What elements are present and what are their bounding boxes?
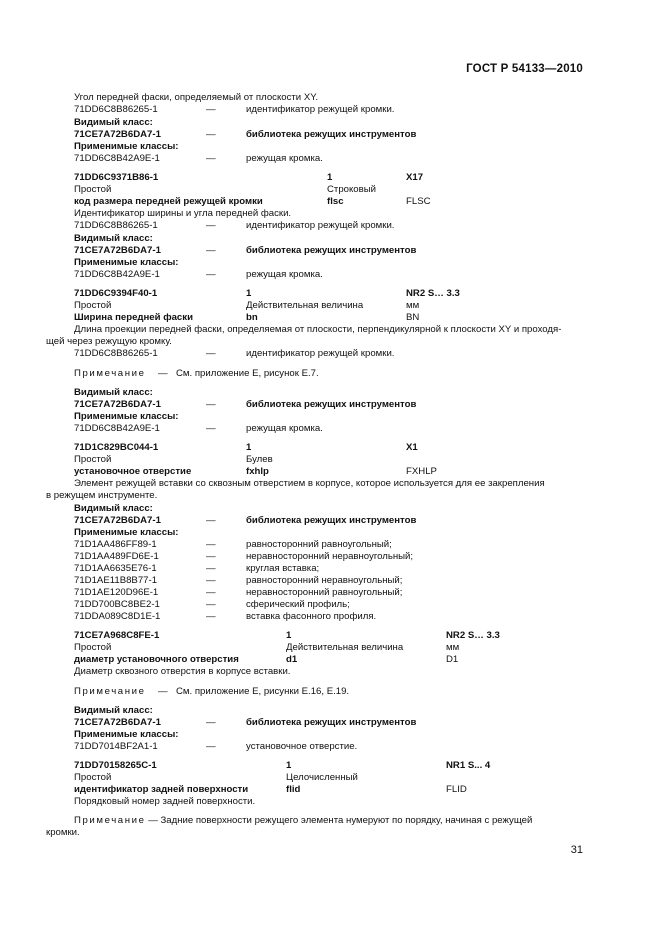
property-unit: мм [406,300,420,311]
dash: — [206,423,216,434]
section-label: Применимые классы: [74,257,179,268]
entity-description: установочное отверстие. [246,741,358,752]
line-row3 [0,599,661,611]
property-name: код размера передней режущей кромки [74,196,263,207]
property-format: X1 [406,442,418,453]
entity-id: 71D1AA6635E76-1 [74,563,157,574]
line-row3 [0,611,661,623]
line-boldtext [0,257,661,269]
text-line: Диаметр сквозного отверстия в корпусе вставки. [74,666,291,677]
dash: — [206,563,216,574]
property-kind: Простой [74,772,112,783]
entity-description: режущая кромка. [246,423,323,434]
text-line: Идентификатор ширины и угла передней фаски. [74,208,292,219]
entity-id: 71CE7A72B6DA7-1 [74,399,161,410]
note-line [46,815,582,827]
line-note [0,686,661,698]
entity-description: библиотека режущих инструментов [246,717,417,728]
line-boldtext [0,411,661,423]
entity-description: библиотека режущих инструментов [246,399,417,410]
note-text: См. приложение Е, рисунки Е.16, Е.19. [176,686,350,697]
property-name: диаметр установочного отверстия [74,654,239,665]
text-line: Порядковый номер задней поверхности. [74,796,256,807]
note-line: кромки. [46,827,80,838]
property-datatype: Целочисленный [286,772,358,783]
property-version: 1 [246,288,252,299]
property-kind: Простой [74,454,112,465]
property-id: 71DD6C9394F40-1 [74,288,158,299]
property-code: FLID [446,784,467,795]
line-row3 [0,539,661,551]
note-label: Примечание [74,815,146,826]
line-text [0,666,661,678]
dash: — [206,245,216,256]
dash: — [206,575,216,586]
property-name: установочное отверстие [74,466,192,477]
entity-description: вставка фасонного профиля. [246,611,377,622]
page-number: 31 [570,844,583,856]
property-version: 1 [246,442,252,453]
line-boldtext [0,503,661,515]
property-id: 71DD6C9371B86-1 [74,172,159,183]
paragraph-line: Длина проекции передней фаски, определяемая от плоскости, перпендикулярной к плоскости XY и проходя- [74,324,562,335]
property-format: NR1 S... 4 [446,760,491,771]
entity-description: идентификатор режущей кромки. [246,104,395,115]
line-row3 [0,348,661,360]
line-row3 [0,153,661,165]
property-id: 71CE7A968C8FE-1 [74,630,160,641]
line-row3 [0,741,661,753]
dash: — [206,539,216,550]
property-symbol: d1 [286,654,298,665]
line-row3 [0,575,661,587]
paragraph-mounting-hole [46,478,582,502]
dash: — [206,611,216,622]
note-label: Примечание [74,368,146,379]
dash: — [206,717,216,728]
line-row3 [0,551,661,563]
entity-description: библиотека режущих инструментов [246,245,417,256]
property-datatype: Строковый [327,184,376,195]
dash: — [206,587,216,598]
dash: — [206,104,216,115]
line-head [0,630,661,642]
line-row3 [0,104,661,116]
entity-id: 71CE7A72B6DA7-1 [74,245,161,256]
property-version: 1 [327,172,333,183]
entity-id: 71DD700BC8BE2-1 [74,599,160,610]
section-label: Видимый класс: [74,387,153,398]
property-code: BN [406,312,420,323]
line-boldtext [0,705,661,717]
property-code: FLSC [406,196,431,207]
property-format: NR2 S… 3.3 [446,630,500,641]
property-kind: Простой [74,642,112,653]
line-boldtext [0,527,661,539]
dash: — [206,741,216,752]
line-row3b [0,399,661,411]
section-label: Применимые классы: [74,729,179,740]
line-name [0,466,661,478]
entity-description: библиотека режущих инструментов [246,129,417,140]
line-row3 [0,269,661,281]
property-symbol: flid [286,784,301,795]
dash: — [206,399,216,410]
property-datatype: Булев [246,454,273,465]
note-label: Примечание [74,686,146,697]
property-format: X17 [406,172,424,183]
line-boldtext [0,387,661,399]
property-unit: мм [446,642,460,653]
entity-id: 71D1AE11B8B77-1 [74,575,158,586]
note-dash: — [158,686,168,697]
entity-id: 71DD6C8B86265-1 [74,348,158,359]
section-label: Видимый класс: [74,705,153,716]
line-boldtext [0,141,661,153]
line-sub [0,772,661,784]
text-line: Угол передней фаски, определяемый от плоскости XY. [74,92,319,103]
entity-description: идентификатор режущей кромки. [246,220,395,231]
section-label: Видимый класс: [74,117,153,128]
line-sub [0,184,661,196]
entity-id: 71DDA089C8D1E-1 [74,611,161,622]
entity-id: 71DD7014BF2A1-1 [74,741,158,752]
dash: — [206,153,216,164]
property-version: 1 [286,630,292,641]
entity-id: 71CE7A72B6DA7-1 [74,515,161,526]
line-row3 [0,563,661,575]
line-head [0,442,661,454]
line-row3 [0,587,661,599]
entity-description: идентификатор режущей кромки. [246,348,395,359]
entity-description: режущая кромка. [246,153,323,164]
dash: — [206,551,216,562]
line-row3b [0,717,661,729]
entity-description: равносторонний неравноугольный; [246,575,403,586]
entity-description: сферический профиль; [246,599,350,610]
note-dash: — [148,815,158,826]
property-id: 71DD70158265C-1 [74,760,157,771]
entity-id: 71DD6C8B86265-1 [74,220,158,231]
entity-description: круглая вставка; [246,563,320,574]
line-head [0,760,661,772]
property-code: FXHLP [406,466,437,477]
note-dash: — [158,368,168,379]
entity-description: равносторонний равноугольный; [246,539,392,550]
line-sub [0,454,661,466]
line-text [0,796,661,808]
line-row3 [0,220,661,232]
entity-description: режущая кромка. [246,269,323,280]
note-text: Задние поверхности режущего элемента нумеруют по порядку, начиная с режущей [160,815,533,826]
paragraph-line: Элемент режущей вставки со сквозным отверстием в корпусе, которое используется для ее закрепления [74,478,545,489]
property-version: 1 [286,760,292,771]
note-text: См. приложение Е, рисунок Е.7. [176,368,319,379]
dash: — [206,348,216,359]
property-kind: Простой [74,300,112,311]
line-row3b [0,515,661,527]
line-boldtext [0,729,661,741]
line-note [0,368,661,380]
dash: — [206,269,216,280]
line-boldtext [0,117,661,129]
line-sub [0,300,661,312]
property-symbol: flsc [327,196,344,207]
line-row3b [0,245,661,257]
line-head [0,172,661,184]
dash: — [206,599,216,610]
section-label: Применимые классы: [74,141,179,152]
dash: — [206,220,216,231]
line-text [0,208,661,220]
entity-id: 71CE7A72B6DA7-1 [74,717,161,728]
property-datatype: Действительная величина [286,642,404,653]
property-datatype: Действительная величина [246,300,364,311]
entity-id: 71D1AE120D96E-1 [74,587,159,598]
entity-description: неравносторонний неравноугольный; [246,551,414,562]
line-name [0,654,661,666]
property-id: 71D1C829BC044-1 [74,442,159,453]
final-note [46,815,582,839]
line-name [0,784,661,796]
entity-id: 71CE7A72B6DA7-1 [74,129,161,140]
standard-header: ГОСТ Р 54133—2010 [466,63,583,75]
property-symbol: fxhlp [246,466,269,477]
section-label: Применимые классы: [74,527,179,538]
dash: — [206,515,216,526]
line-name [0,196,661,208]
dash: — [206,129,216,140]
line-name [0,312,661,324]
property-code: D1 [446,654,459,665]
entity-id: 71DD6C8B42A9E-1 [74,269,160,280]
property-symbol: bn [246,312,258,323]
section-label: Применимые классы: [74,411,179,422]
entity-id: 71DD6C8B86265-1 [74,104,158,115]
line-text [0,92,661,104]
entity-description: неравносторонний равноугольный; [246,587,403,598]
property-kind: Простой [74,184,112,195]
line-sub [0,642,661,654]
property-format: NR2 S… 3.3 [406,288,460,299]
entity-id: 71D1AA489FD6E-1 [74,551,159,562]
section-label: Видимый класс: [74,233,153,244]
line-row3 [0,423,661,435]
entity-id: 71D1AA486FF89-1 [74,539,157,550]
section-label: Видимый класс: [74,503,153,514]
paragraph-chamfer-length [46,324,582,348]
property-name: идентификатор задней поверхности [74,784,249,795]
paragraph-line: в режущем инструменте. [46,490,158,501]
property-name: Ширина передней фаски [74,312,193,323]
entity-id: 71DD6C8B42A9E-1 [74,423,160,434]
paragraph-line: щей через режущую кромку. [46,336,172,347]
entity-description: библиотека режущих инструментов [246,515,417,526]
line-head [0,288,661,300]
line-row3b [0,129,661,141]
entity-id: 71DD6C8B42A9E-1 [74,153,160,164]
line-boldtext [0,233,661,245]
